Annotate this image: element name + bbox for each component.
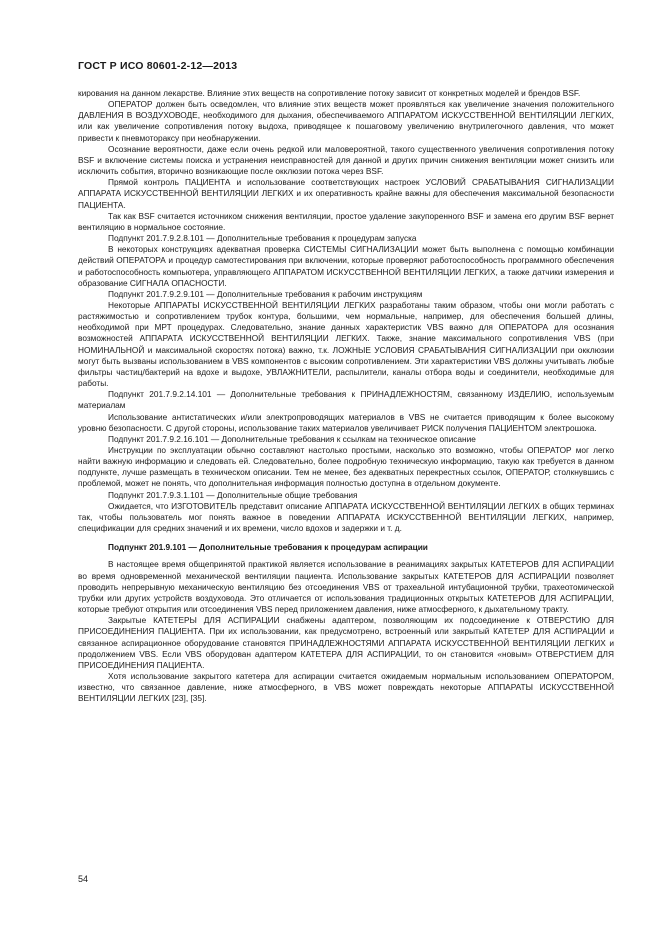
paragraph: Прямой контроль ПАЦИЕНТА и использование соответствующих настроек УСЛОВИЙ СРАБАТЫВАНИЯ СИГНАЛИЗАЦИИ АППАРАТА ИСКУССТВЕННОЙ ВЕНТИЛЯЦИИ ЛЕГКИХ и их оперативность крайне важны для обеспечения максимальной безопасности ПАЦИЕНТА.	[78, 177, 614, 210]
paragraph: Подпункт 201.7.9.2.16.101 — Дополнительные требования к ссылкам на техническое описание	[108, 433, 476, 444]
paragraph: Подпункт 201.7.9.2.8.101 — Дополнительные требования к процедурам запуска	[108, 233, 417, 244]
document-body	[78, 88, 614, 704]
page-number: 54	[78, 874, 89, 884]
paragraph: ОПЕРАТОР должен быть осведомлен, что влияние этих веществ может проявляться как увеличение значения положительного ДАВЛЕНИЯ В ВОЗДУХОВОДЕ, необходимого для дыхания, обеспечиваемого АППАРАТОМ ИСКУССТВЕННОЙ ВЕНТИЛЯЦИИ ЛЕГКИХ, или как увеличение сопротивления потоку выдоха, приводящее к пошаговому увеличению внутрилегочного давления, что может привести к пневмотораксу при необнаружении.	[78, 99, 614, 143]
paragraph: В настоящее время общепринятой практикой является использование в реанимациях закрытых КАТЕТЕРОВ ДЛЯ АСПИРАЦИИ во время одновременной механической вентиляции пациента. Использование закрытых КАТЕТЕРОВ ДЛЯ АСПИРАЦИИ позволяет проводить непрерывную механическую вентиляцию без отсоединения VBS от трахеальной интубационной трубки, трахеотомической трубки или других устройств воздуховода. Это отличается от использования традиционных открытых КАТЕТЕРОВ ДЛЯ АСПИРАЦИИ, которые требуют открытия или отсоединения VBS перед приложением давления, ниже атмосферного, к дыхательному тракту.	[78, 559, 614, 615]
paragraph: Ожидается, что ИЗГОТОВИТЕЛЬ представит описание АППАРАТА ИСКУССТВЕННОЙ ВЕНТИЛЯЦИИ ЛЕГКИХ в общих терминах так, чтобы пользователь мог понять важное в поведении АППАРАТА ИСКУССТВЕННОЙ ВЕНТИЛЯЦИИ ЛЕГКИХ, например, спецификации для средних значений и их времени, число вдохов и задержки и т. д.	[78, 500, 614, 534]
paragraph: Некоторые АППАРАТЫ ИСКУССТВЕННОЙ ВЕНТИЛЯЦИИ ЛЕГКИХ разработаны таким образом, чтобы они могли работать с растяжимостью и сопротивлением трубок контура, большими, чем нормальные, например, для обеспечения большей длины, необходимой при МРТ процедурах. Следовательно, знание данных характеристик VBS важно для ОПЕРАТОРА для осознания возможностей АППАРАТА ИСКУССТВЕННОЙ ВЕНТИЛЯЦИИ ЛЕГКИХ. Также, знание максимального сопротивления VBS (при НОМИНАЛЬНОЙ и максимальной скоростях потока) важно, т.к. ЛОЖНЫЕ УСЛОВИЯ СРАБАТЫВАНИЯ СИГНАЛИЗАЦИИ при окклюзии могут быть вызваны использованием в VBS компонентов с высоким сопротивлением. Эти характеристики VBS должны учитывать любые фильтры частиц/бактерий на вдохе и выдохе, УВЛАЖНИТЕЛИ, распылители, каналы отбора воды и соединители, необходимые для работы.	[78, 299, 614, 389]
paragraph: Осознание вероятности, даже если очень редкой или маловероятной, такого существенного увеличения сопротивления потоку BSF и включение системы поиска и устранения неисправностей для данной и других причин снижения вентиляции может снизить или исключить события, вторично возникающие после окклюзии потока через BSF.	[78, 143, 614, 177]
document-header: ГОСТ Р ИСО 80601-2-12—2013	[78, 60, 238, 72]
section-heading: Подпункт 201.9.101 — Дополнительные требования к процедурам аспирации	[108, 542, 428, 553]
paragraph: Подпункт 201.7.9.2.9.101 — Дополнительные требования к рабочим инструкциям	[108, 288, 423, 299]
paragraph: Инструкции по эксплуатации обычно составляют настолько простыми, насколько это возможно, чтобы ОПЕРАТОР мог легко найти важную информацию и следовать ей. Следовательно, более подробную техническую информацию, такую как требуется в данном подпункте, лучше размещать в техническом описании. Тем не менее, без адекватных перекрестных ссылок, ОПЕРАТОР, столкнувшись с проблемой, может не понять, что дополнительная информация полностью доступна в отдельном документе.	[78, 445, 614, 489]
paragraph: Подпункт 201.7.9.3.1.101 — Дополнительные общие требования	[108, 489, 358, 500]
paragraph: Использование антистатических и/или электропроводящих материалов в VBS не считается приводящим к более высокому уровню безопасности. С другой стороны, использование таких материалов увеличивает РИСК получения ПАЦИЕНТОМ электрошока.	[78, 411, 614, 433]
paragraph: кирования на данном лекарстве. Влияние этих веществ на сопротивление потоку зависит от конкретных моделей и брендов BSF.	[78, 88, 581, 98]
paragraph: Так как BSF считается источником снижения вентиляции, простое удаление закупоренного BSF и замена его другим BSF вернет вентиляцию в нормальное состояние.	[78, 210, 614, 232]
paragraph: В некоторых конструкциях адекватная проверка СИСТЕМЫ СИГНАЛИЗАЦИИ может быть выполнена с помощью комбинации действий ОПЕРАТОРА и процедур самотестирования при включении, которые проверяют работоспособность программного обеспечения и работоспособность компьютера, управляющего АППАРАТОМ ИСКУССТВЕННОЙ ВЕНТИЛЯЦИИ ЛЕГКИХ, а также датчики измерения и образование СИГНАЛА ОПАСНОСТИ.	[78, 244, 614, 288]
paragraph: Подпункт 201.7.9.2.14.101 — Дополнительные требования к ПРИНАДЛЕЖНОСТЯМ, связанному ИЗДЕЛИЮ, используемым материалам	[78, 389, 614, 411]
paragraph: Хотя использование закрытого катетера для аспирации считается ожидаемым нормальным использованием ОПЕРАТОРОМ, известно, что связанное давление, ниже атмосферного, в VBS может повреждать некоторые АППАРАТЫ ИСКУССТВЕННОЙ ВЕНТИЛЯЦИИ ЛЕГКИХ [23], [35].	[78, 670, 614, 704]
paragraph: Закрытые КАТЕТЕРЫ ДЛЯ АСПИРАЦИИ снабжены адаптером, позволяющим их подсоединение к ОТВЕРСТИЮ ДЛЯ ПРИСОЕДИНЕНИЯ ПАЦИЕНТА. При их использовании, как предусмотрено, встроенный или закрытый КАТЕТЕР ДЛЯ АСПИРАЦИИ и связанное аспирационное оборудование становятся ПРИНАДЛЕЖНОСТЯМИ АППАРАТА ИСКУССТВЕННОЙ ВЕНТИЛЯЦИИ ЛЕГКИХ и продолжением VBS. Если VBS оборудован адаптером КАТЕТЕРА ДЛЯ АСПИРАЦИИ, то он становится «новым» ОТВЕРСТИЕМ ДЛЯ ПРИСОЕДИНЕНИЯ ПАЦИЕНТА.	[78, 615, 614, 670]
